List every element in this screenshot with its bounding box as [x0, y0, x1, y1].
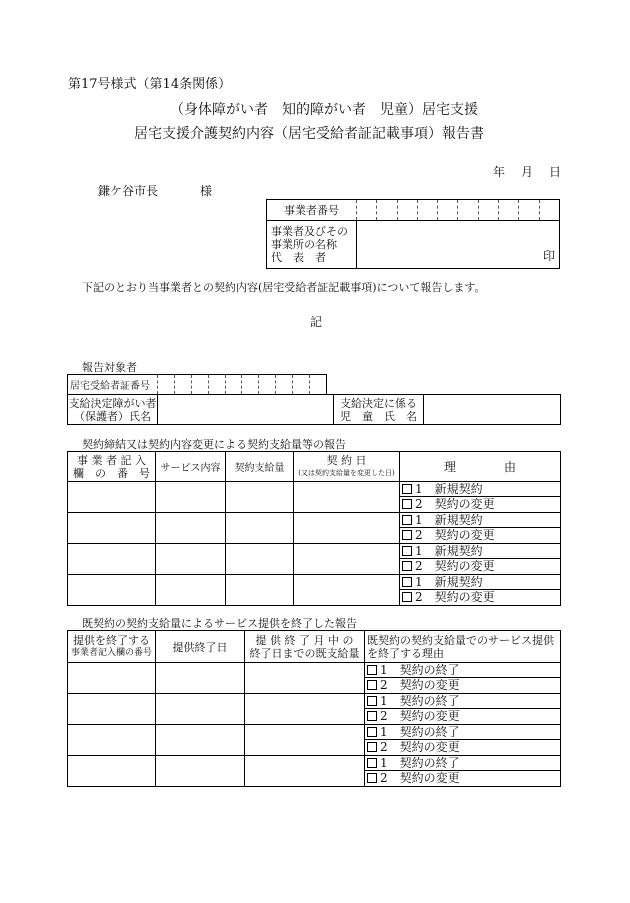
- provider-number-cell[interactable]: [357, 200, 377, 221]
- contract-amount-cell[interactable]: [226, 513, 294, 544]
- termination-reason-cell: [365, 694, 561, 725]
- title-line-2: 居宅支援介護契約内容（居宅受給者証記載事項）報告書: [134, 126, 484, 142]
- reason-option-change[interactable]: 2 契約の変更: [365, 709, 560, 724]
- seal-mark: 印: [542, 249, 555, 263]
- provider-number-cell[interactable]: [377, 200, 397, 221]
- contract-header-date: 契 約 日 (又は契約支給量を変更した日): [294, 452, 400, 482]
- reason-option-new[interactable]: 1 新規契約: [400, 482, 560, 497]
- checkbox-icon[interactable]: [402, 561, 412, 571]
- reason-option-new[interactable]: 1 新規契約: [400, 575, 560, 590]
- cert-number-cell[interactable]: [158, 375, 175, 395]
- cert-number-cell[interactable]: [310, 375, 327, 395]
- provider-table: [266, 199, 560, 269]
- recipient-table: [67, 394, 561, 425]
- termination-header-end-date: 提供終了日: [156, 631, 245, 663]
- reason-option-end[interactable]: 1 契約の終了: [365, 694, 560, 709]
- section2-title: 契約締結又は契約内容変更による契約支給量等の報告: [82, 438, 346, 451]
- child-label: 支給決定に係る 児 童 氏 名: [334, 395, 424, 425]
- cert-number-label: 居宅受給者証番号: [68, 375, 158, 395]
- reason-option-end[interactable]: 1 契約の終了: [365, 663, 560, 678]
- checkbox-icon[interactable]: [367, 773, 377, 783]
- provider-name-field[interactable]: [357, 221, 560, 269]
- ki-mark: 記: [310, 315, 323, 329]
- form-number: 第17号様式（第14条関係）: [68, 77, 232, 92]
- contract-header-reason: 理 由: [400, 452, 561, 482]
- contract-date-cell[interactable]: [294, 544, 400, 575]
- termination-header-entry: 提供を終了する 事業者記入欄の番号: [68, 631, 156, 663]
- provider-number-cell[interactable]: [397, 200, 417, 221]
- reason-option-end[interactable]: 1 契約の終了: [365, 725, 560, 740]
- termination-header-amount: 提 供 終 了 月 中 の 終了日までの既支給量: [245, 631, 365, 663]
- contract-service-cell[interactable]: [156, 513, 226, 544]
- provider-number-cell[interactable]: [438, 200, 458, 221]
- reason-option-change[interactable]: 2 契約の変更: [400, 559, 560, 574]
- termination-entry-cell[interactable]: [68, 694, 156, 725]
- disabled-person-label: 支給決定障がい者 （保護者）氏名: [68, 396, 157, 423]
- termination-end-date-cell[interactable]: [156, 663, 245, 694]
- checkbox-icon[interactable]: [367, 727, 377, 737]
- contract-header-entry: 事 業 者 記 入 欄 の 番 号: [68, 452, 156, 482]
- contract-row: [68, 575, 561, 606]
- addressee: 鎌ケ谷市長: [98, 184, 159, 198]
- reason-option-change[interactable]: 2 契約の変更: [400, 497, 560, 512]
- contract-amount-cell[interactable]: [226, 575, 294, 606]
- termination-amount-cell[interactable]: [245, 663, 365, 694]
- termination-row: [68, 725, 561, 756]
- termination-amount-cell[interactable]: [245, 694, 365, 725]
- intro-text: 下記のとおり当事業者との契約内容(居宅受給者証記載事項)について報告します。: [82, 281, 486, 294]
- disabled-person-name-field[interactable]: [158, 395, 334, 425]
- contract-header-amount: 契約支給量: [226, 452, 294, 482]
- reason-option-change[interactable]: 2 契約の変更: [400, 590, 560, 605]
- termination-row: [68, 694, 561, 725]
- termination-row: [68, 663, 561, 694]
- termination-row: [68, 756, 561, 787]
- checkbox-icon[interactable]: [402, 499, 412, 509]
- contract-row: [68, 482, 561, 513]
- cert-number-cell[interactable]: [208, 375, 225, 395]
- reason-option-change[interactable]: 2 契約の変更: [365, 771, 560, 786]
- checkbox-icon[interactable]: [367, 742, 377, 752]
- reason-option-end[interactable]: 1 契約の終了: [365, 756, 560, 771]
- contract-reason-cell: [400, 544, 561, 575]
- cert-number-cell[interactable]: [191, 375, 208, 395]
- contract-table: [67, 451, 561, 606]
- contract-row: [68, 544, 561, 575]
- contract-reason-cell: [400, 482, 561, 513]
- section1-title: 報告対象者: [82, 361, 137, 374]
- contract-amount-cell[interactable]: [226, 544, 294, 575]
- section3-title: 既契約の契約支給量によるサービス提供を終了した報告: [82, 617, 357, 630]
- contract-entry-cell[interactable]: [68, 513, 156, 544]
- termination-end-date-cell[interactable]: [156, 756, 245, 787]
- contract-service-cell[interactable]: [156, 482, 226, 513]
- contract-service-cell[interactable]: [156, 575, 226, 606]
- termination-amount-cell[interactable]: [245, 756, 365, 787]
- contract-entry-cell[interactable]: [68, 575, 156, 606]
- contract-reason-cell: [400, 513, 561, 544]
- termination-reason-cell: [365, 725, 561, 756]
- checkbox-icon[interactable]: [402, 484, 412, 494]
- provider-number-cell[interactable]: [519, 200, 539, 221]
- termination-entry-cell[interactable]: [68, 756, 156, 787]
- provider-number-cell[interactable]: [478, 200, 498, 221]
- date-year: 年: [493, 165, 506, 179]
- termination-entry-cell[interactable]: [68, 725, 156, 756]
- checkbox-icon[interactable]: [367, 696, 377, 706]
- title-line-1: （身体障がい者 知的障がい者 児童）居宅支援: [170, 102, 478, 118]
- checkbox-icon[interactable]: [402, 577, 412, 587]
- checkbox-icon[interactable]: [367, 711, 377, 721]
- cert-number-cell[interactable]: [259, 375, 276, 395]
- contract-row: [68, 513, 561, 544]
- contract-date-cell[interactable]: [294, 575, 400, 606]
- contract-header-service: サービス内容: [156, 452, 226, 482]
- cert-number-cell[interactable]: [225, 375, 242, 395]
- checkbox-icon[interactable]: [367, 680, 377, 690]
- termination-end-date-cell[interactable]: [156, 725, 245, 756]
- termination-reason-cell: [365, 756, 561, 787]
- provider-number-label: 事業者番号: [267, 200, 357, 221]
- checkbox-icon[interactable]: [402, 546, 412, 556]
- contract-date-cell[interactable]: [294, 482, 400, 513]
- checkbox-icon[interactable]: [367, 758, 377, 768]
- addressee-suffix: 様: [200, 184, 213, 198]
- contract-entry-cell[interactable]: [68, 544, 156, 575]
- contract-service-cell[interactable]: [156, 544, 226, 575]
- cert-number-cell[interactable]: [242, 375, 259, 395]
- termination-amount-cell[interactable]: [245, 725, 365, 756]
- provider-number-cell[interactable]: [417, 200, 437, 221]
- provider-name-label: 事業者及びその 事業所の名称 代 表 者: [267, 221, 357, 269]
- cert-number-cell[interactable]: [276, 375, 293, 395]
- termination-end-date-cell[interactable]: [156, 694, 245, 725]
- reason-option-change[interactable]: 2 契約の変更: [365, 678, 560, 693]
- reason-option-change[interactable]: 2 契約の変更: [365, 740, 560, 755]
- termination-table: [67, 630, 561, 787]
- contract-entry-cell[interactable]: [68, 482, 156, 513]
- reason-option-new[interactable]: 1 新規契約: [400, 513, 560, 528]
- termination-header-reason: 既契約の契約支給量でのサービス提供 を終了する理由: [365, 631, 561, 663]
- contract-date-cell[interactable]: [294, 513, 400, 544]
- termination-entry-cell[interactable]: [68, 663, 156, 694]
- provider-number-cell[interactable]: [539, 200, 559, 221]
- checkbox-icon[interactable]: [367, 665, 377, 675]
- date-day: 日: [549, 165, 562, 179]
- contract-amount-cell[interactable]: [226, 482, 294, 513]
- checkbox-icon[interactable]: [402, 515, 412, 525]
- contract-reason-cell: [400, 575, 561, 606]
- reason-option-new[interactable]: 1 新規契約: [400, 544, 560, 559]
- checkbox-icon[interactable]: [402, 530, 412, 540]
- checkbox-icon[interactable]: [402, 592, 412, 602]
- provider-number-cell[interactable]: [458, 200, 478, 221]
- provider-number-cell[interactable]: [499, 200, 519, 221]
- reason-option-change[interactable]: 2 契約の変更: [400, 528, 560, 543]
- termination-reason-cell: [365, 663, 561, 694]
- child-name-field[interactable]: [424, 395, 561, 425]
- cert-number-cell[interactable]: [293, 375, 310, 395]
- cert-number-cell[interactable]: [174, 375, 191, 395]
- cert-number-table: [67, 374, 327, 395]
- date-month: 月: [521, 165, 534, 179]
